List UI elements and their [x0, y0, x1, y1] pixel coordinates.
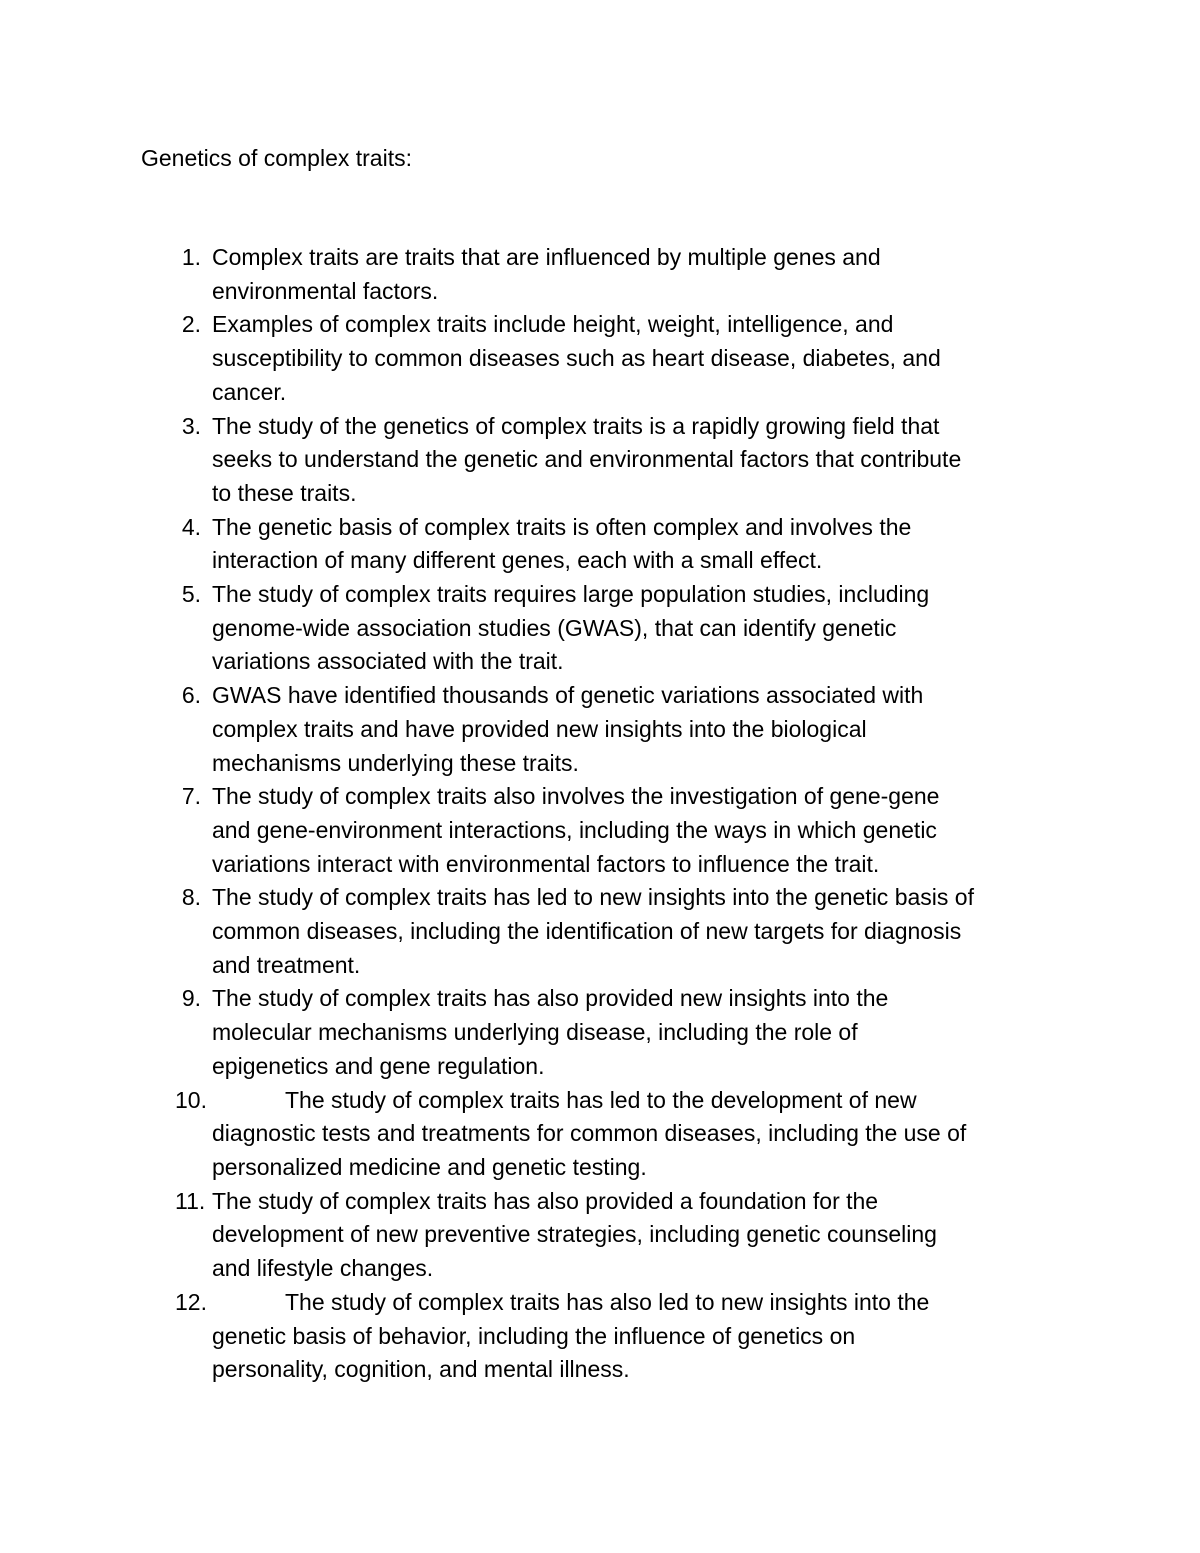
- list-item-number: 3.: [181, 412, 201, 439]
- list-item: [0, 982, 1200, 1083]
- list-item-text: The study of complex traits has also provided a foundation for the development of new preventive strategies, including genetic counseling and lifestyle changes.: [212, 1187, 937, 1282]
- list-item: [0, 578, 1200, 679]
- list-item: [0, 410, 1200, 511]
- numbered-list: [0, 241, 1200, 1387]
- list-item-text: The study of complex traits also involves the investigation of gene-gene and gene-environment interactions, including the ways in which genetic variations interact with environmental factors to influence the trait.: [212, 783, 940, 877]
- list-item-text: The study of the genetics of complex traits is a rapidly growing field that seeks to understand the genetic and environmental factors that contribute to these traits.: [212, 412, 962, 506]
- list-item-number: 9.: [181, 985, 201, 1012]
- list-item: [0, 1185, 1200, 1286]
- list-item-number: 12.: [175, 1288, 207, 1315]
- list-item: [0, 511, 1200, 578]
- list-item-text: GWAS have identified thousands of genetic variations associated with complex traits and have provided new insights into the biological mechanisms underlying these traits.: [212, 682, 924, 776]
- list-item-text: The study of complex traits has also provided new insights into the molecular mechanisms underlying disease, including the role of epigenetics and gene regulation.: [212, 985, 889, 1079]
- list-item: [0, 241, 1200, 308]
- list-item-number: 1.: [181, 244, 201, 270]
- list-item: [0, 881, 1200, 982]
- list-item-number: 2.: [181, 311, 201, 338]
- list-item-number: 8.: [181, 884, 201, 911]
- list-item-text: Examples of complex traits include height, weight, intelligence, and susceptibility to common diseases such as heart disease, diabetes, and cancer.: [212, 311, 941, 405]
- list-item-number: 10.: [175, 1086, 207, 1113]
- list-item: [0, 679, 1200, 780]
- list-item: [0, 308, 1200, 409]
- list-item-number: 11.: [175, 1187, 206, 1214]
- list-item-text: The study of complex traits has led to new insights into the genetic basis of common diseases, including the identification of new targets for diagnosis and treatment.: [212, 884, 974, 978]
- list-item-number: 5.: [181, 581, 201, 608]
- list-item-text: Complex traits are traits that are influenced by multiple genes and environmental factors.: [212, 244, 881, 304]
- list-item: [0, 1084, 1200, 1185]
- list-item-number: 4.: [181, 513, 201, 540]
- list-item-number: 7.: [181, 783, 201, 810]
- list-item-text: The study of complex traits has also led to new insights into the genetic basis of behavior, including the influence of genetics on personality, cognition, and mental illness.: [212, 1288, 930, 1383]
- list-item-number: 6.: [181, 682, 201, 709]
- document-title: Genetics of complex traits:: [141, 145, 412, 171]
- list-item-text: The study of complex traits has led to the development of new diagnostic tests and treatments for common diseases, including the use of personalized medicine and genetic testing.: [212, 1086, 967, 1180]
- list-item: [0, 780, 1200, 881]
- list-item-text: The genetic basis of complex traits is often complex and involves the interaction of many different genes, each with a small effect.: [212, 513, 912, 574]
- list-item-text: The study of complex traits requires large population studies, including genome-wide association studies (GWAS), that can identify genetic variations associated with the trait.: [212, 581, 930, 675]
- list-item: [0, 1286, 1200, 1387]
